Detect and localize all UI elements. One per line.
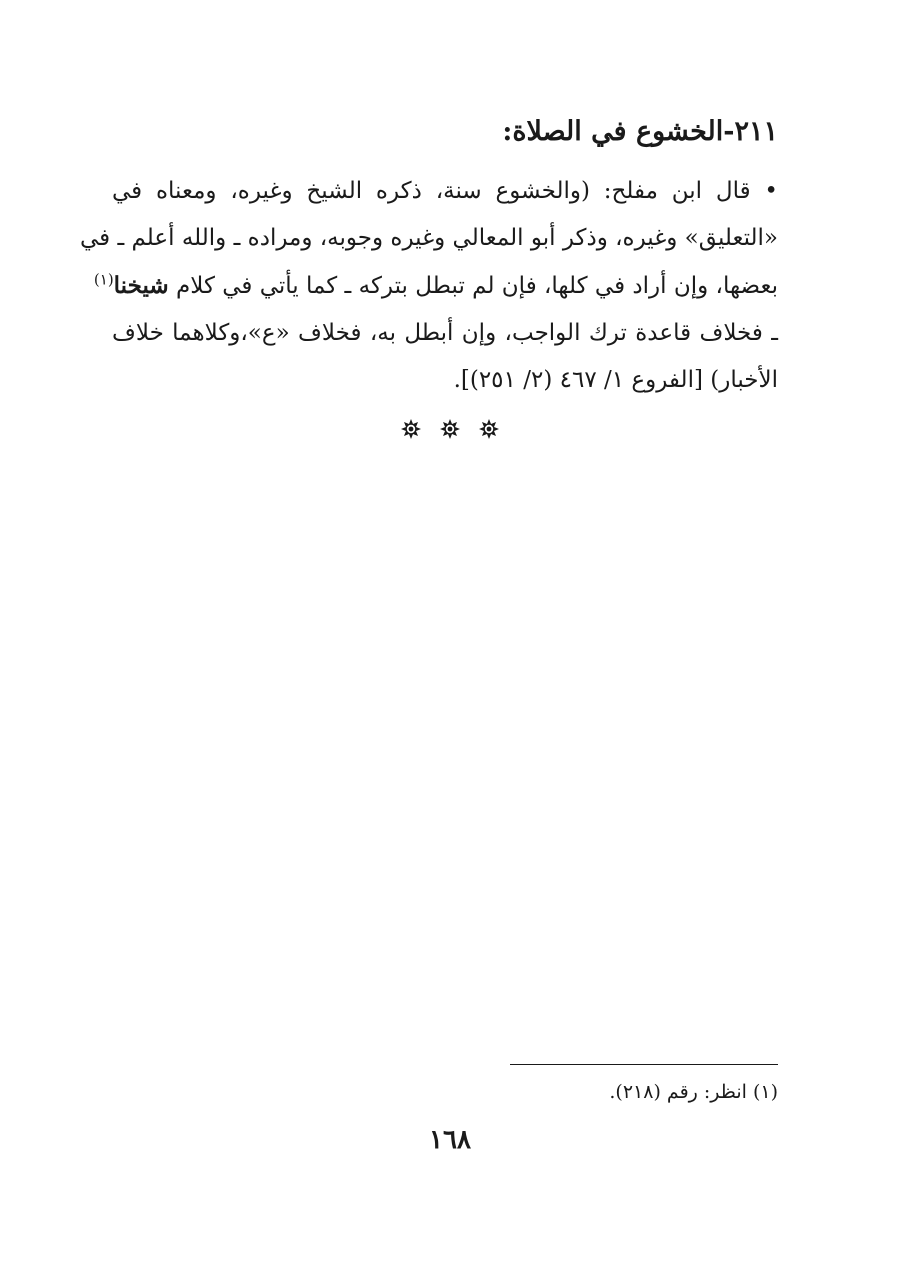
section-heading: ٢١١-الخشوع في الصلاة: [502,116,778,147]
bold-term: شيخنا [113,272,169,299]
paragraph-line-1: • قال ابن مفلح: (والخشوع سنة، ذكره الشيخ وغيره، ومعناه في [112,178,778,204]
footnote: (١) انظر: رقم (٢١٨). [609,1081,778,1103]
paragraph-line-5: الأخبار) [الفروع ١/ ٤٦٧ (٢/ ٢٥١)]. [453,367,778,393]
paragraph-line-4: ـ فخلاف قاعدة ترك الواجب، وإن أبطل به، فخلاف «ع»،وكلاهما خلاف [112,320,778,346]
main-paragraph [79,168,778,404]
flower-ornament-icon [439,418,461,440]
paragraph-line-3-text: بعضها، وإن أراد في كلها، فإن لم تبطل بتركه ـ كما يأتي في كلام [176,273,778,299]
paragraph-line-2: «التعليق» وغيره، وذكر أبو المعالي وغيره وجوبه، ومراده ـ والله أعلم ـ في [79,225,778,251]
page-number: ١٦٨ [429,1125,471,1155]
footnote-separator [510,1064,778,1065]
flower-ornament-icon [400,418,422,440]
flower-ornament-icon [478,418,500,440]
paragraph-line-3 [93,262,778,310]
section-divider-ornaments [0,418,900,440]
footnote-marker: (١) [93,270,114,289]
